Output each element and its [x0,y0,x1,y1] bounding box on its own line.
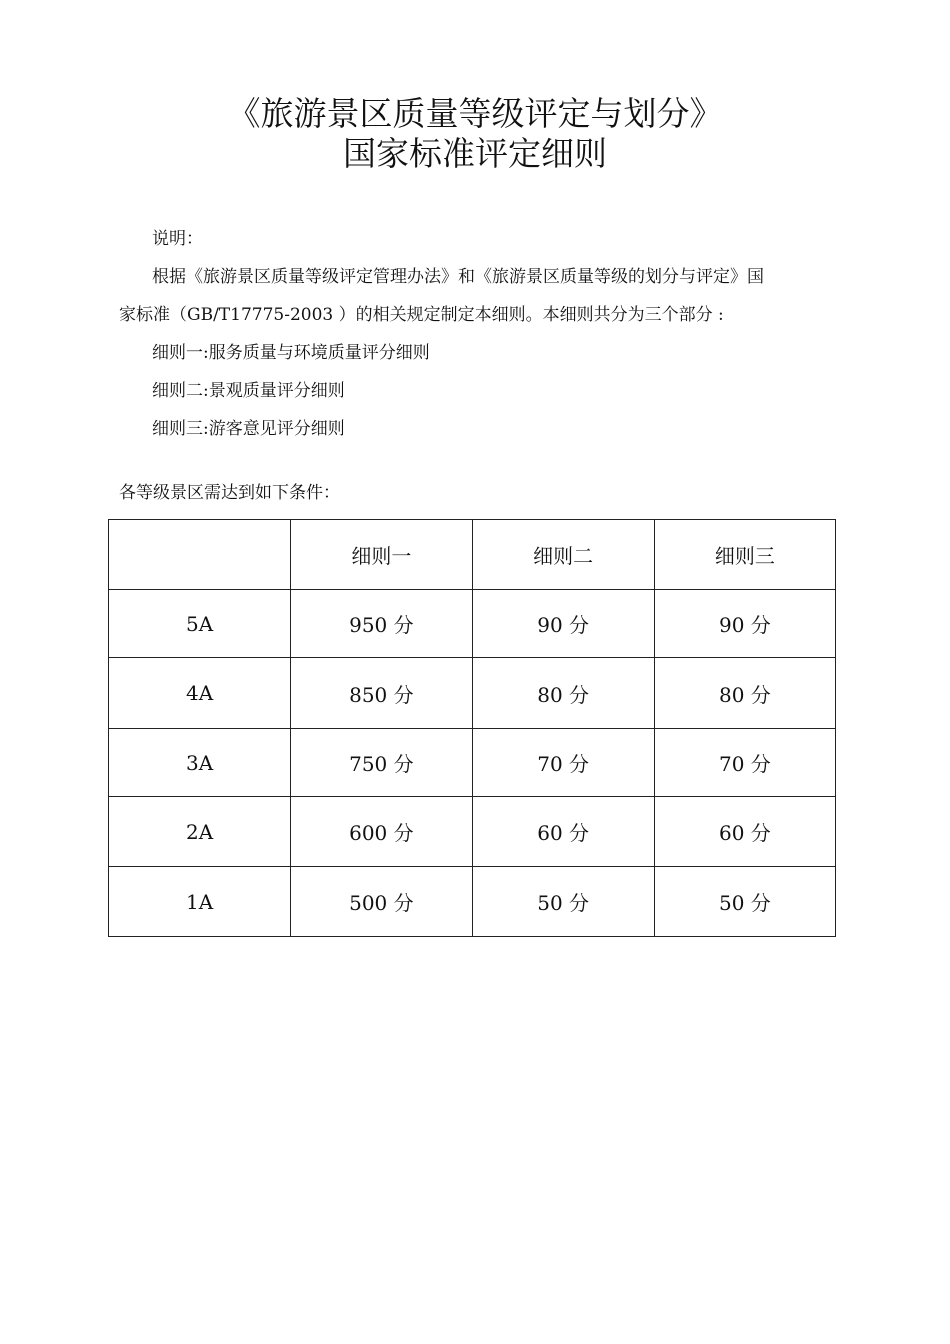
rule-item-2: 细则二:景观质量评分细则 [152,381,345,401]
table-row [109,658,836,729]
grade-requirements-table [108,519,836,937]
score-cell: 80 分 [654,658,835,729]
title-line-1: 《旅游景区质量等级评定与划分》 [227,94,723,133]
paragraph-line-1: 根据《旅游景区质量等级评定管理办法》和《旅游景区质量等级的划分与评定》国 [152,267,764,287]
score-cell: 950 分 [291,590,472,658]
table-row [109,590,836,658]
explanation-heading: 说明： [152,229,203,249]
score-cell: 60 分 [472,797,654,867]
score-cell: 600 分 [291,797,472,867]
score-cell: 50 分 [654,867,835,937]
score-cell: 90 分 [472,590,654,658]
score-cell: 500 分 [291,867,472,937]
header-cell-rule-1: 细则一 [291,520,472,590]
score-cell: 750 分 [291,729,472,797]
score-cell: 90 分 [654,590,835,658]
header-cell-rule-2: 细则二 [472,520,654,590]
title-line-2: 国家标准评定细则 [343,134,607,173]
requirement-intro: 各等级景区需达到如下条件： [119,483,340,503]
table-row [109,729,836,797]
score-cell: 60 分 [654,797,835,867]
grade-cell: 4A [109,658,291,729]
header-cell-empty [109,520,291,590]
paragraph-line-2: 家标准（GB/T17775-2003 ）的相关规定制定本细则。本细则共分为三个部分 : [119,305,724,325]
score-cell: 80 分 [472,658,654,729]
rule-item-1: 细则一:服务质量与环境质量评分细则 [152,343,430,363]
grade-cell: 3A [109,729,291,797]
score-cell: 70 分 [654,729,835,797]
score-cell: 850 分 [291,658,472,729]
score-cell: 70 分 [472,729,654,797]
header-cell-rule-3: 细则三 [654,520,835,590]
score-cell: 50 分 [472,867,654,937]
grade-cell: 2A [109,797,291,867]
rule-item-3: 细则三:游客意见评分细则 [152,419,345,439]
grade-cell: 5A [109,590,291,658]
table-row [109,867,836,937]
document-title [0,94,950,174]
table-header-row [109,520,836,590]
table-row [109,797,836,867]
grade-cell: 1A [109,867,291,937]
